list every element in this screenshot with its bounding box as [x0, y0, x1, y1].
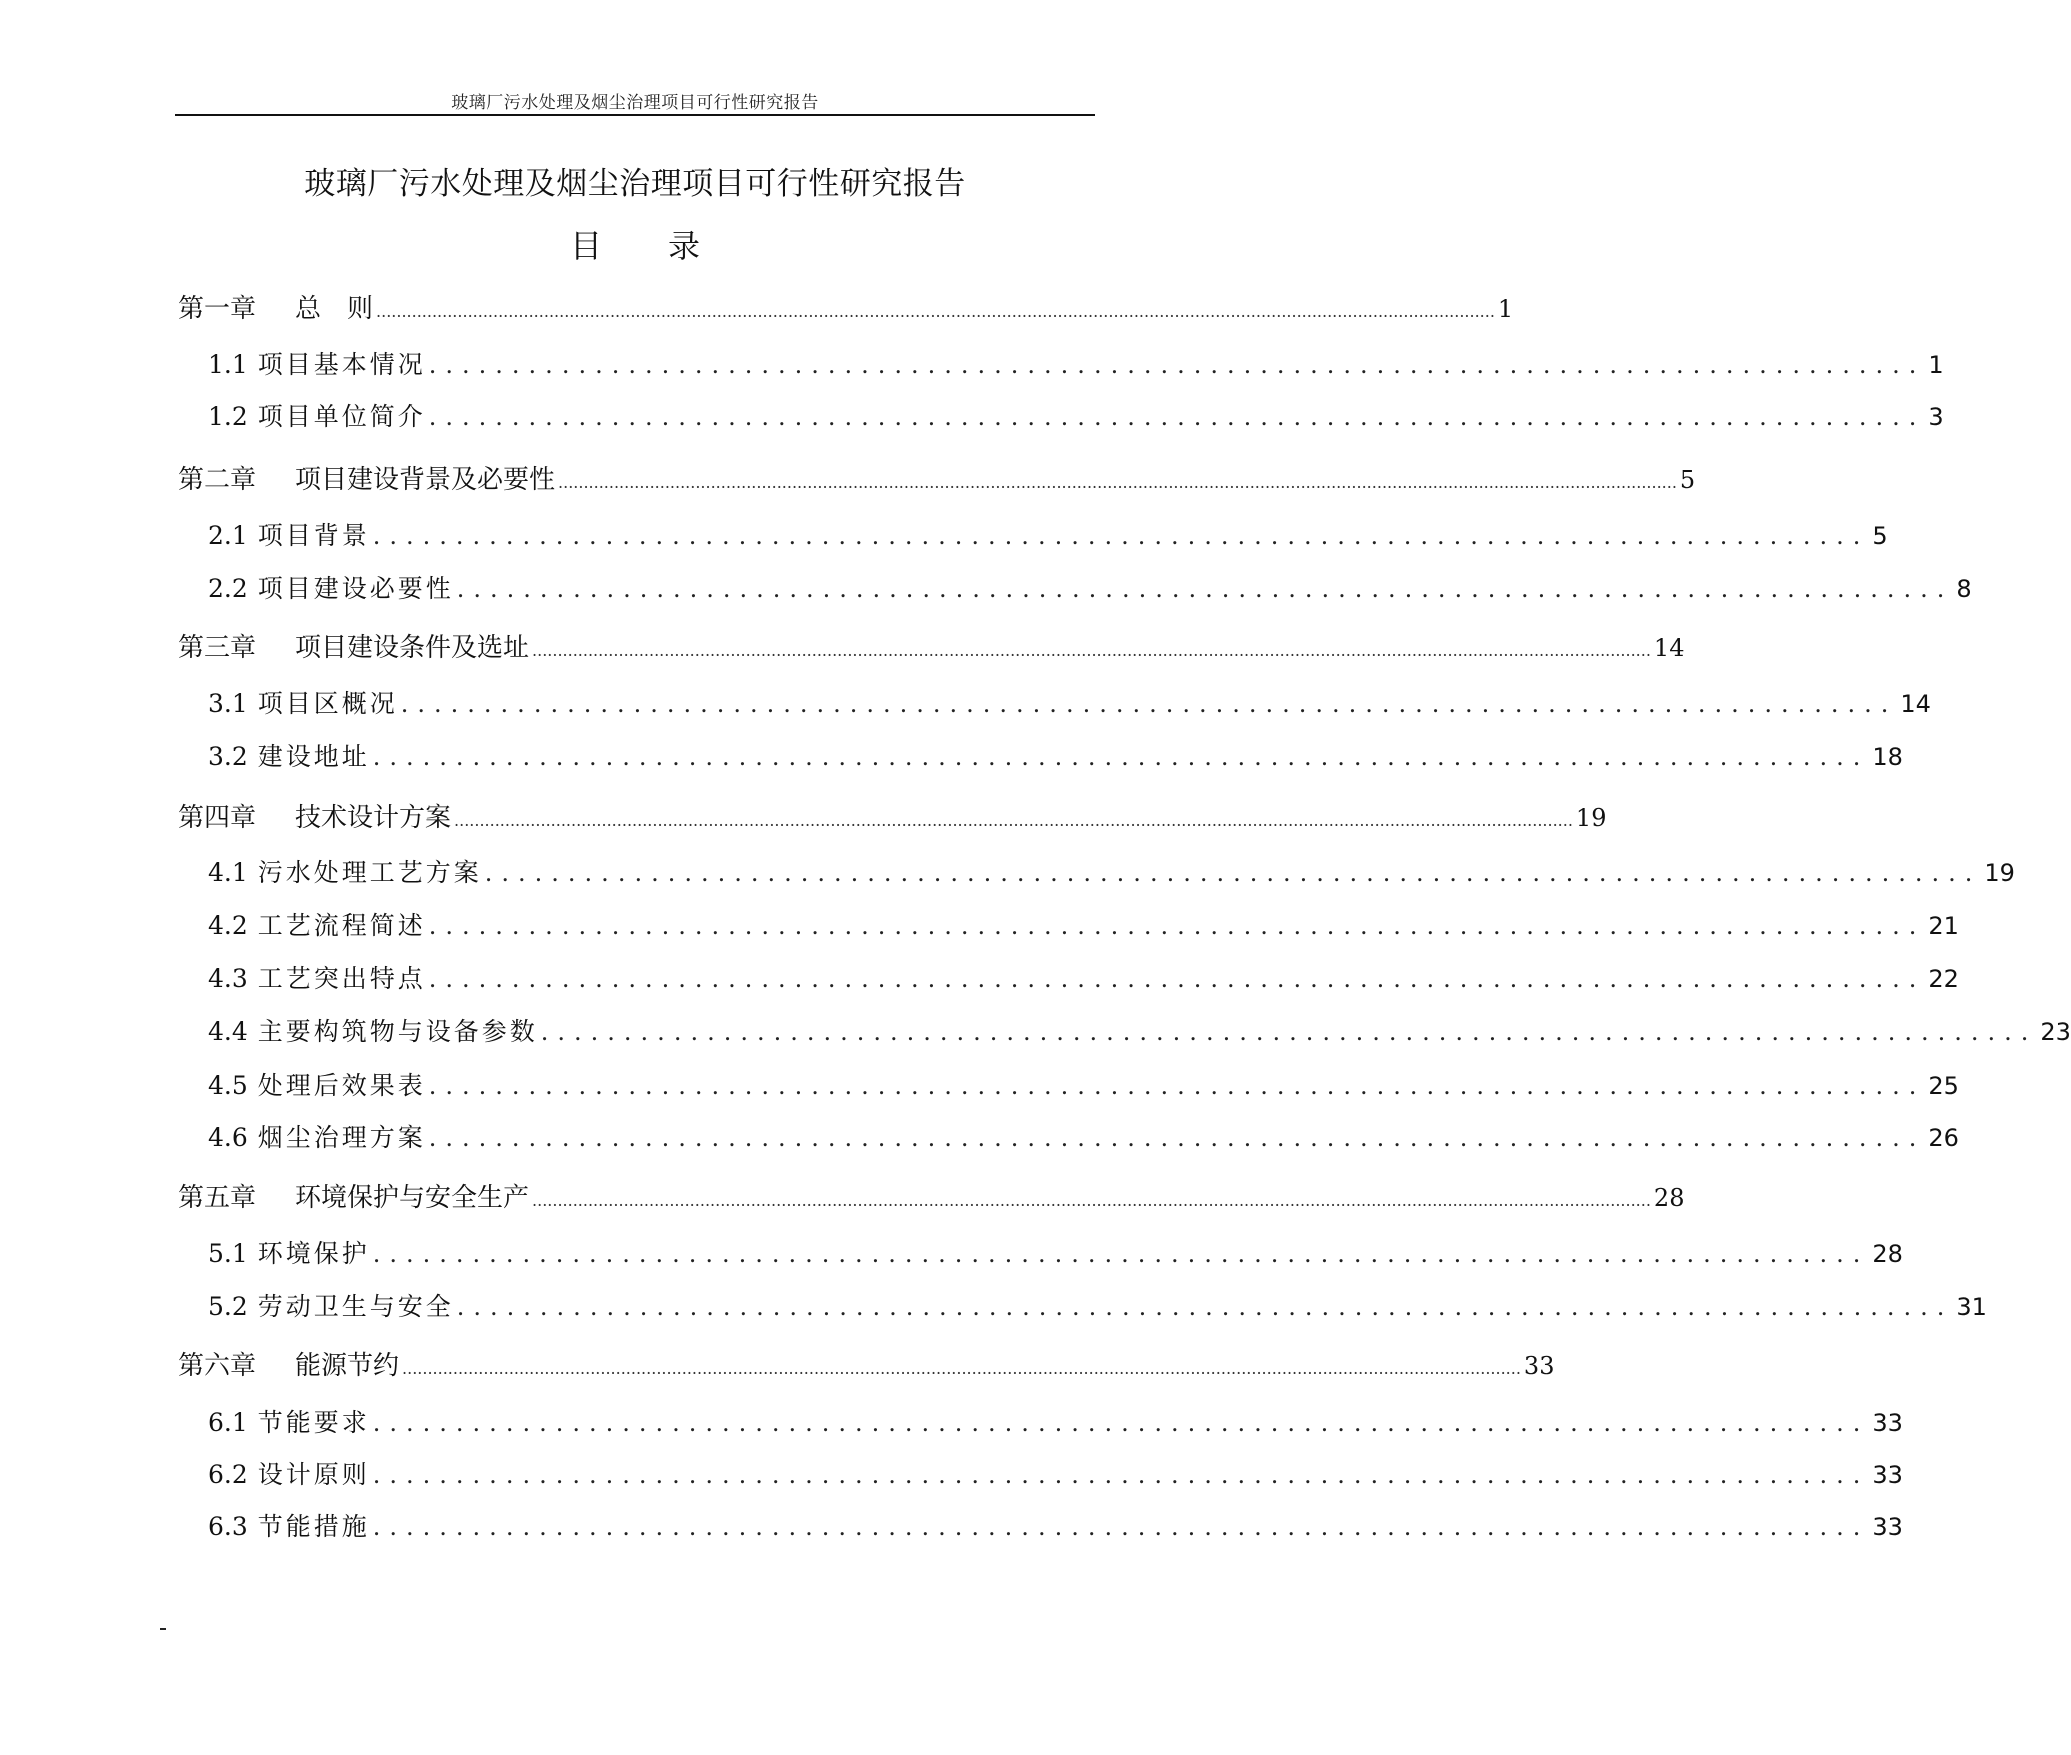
toc-page-number: 1 — [1497, 295, 1514, 323]
toc-section-entry[interactable] — [208, 1012, 2071, 1048]
toc-page-number: 26 — [1928, 1124, 1959, 1152]
toc-section-entry[interactable] — [208, 1118, 1959, 1154]
toc-dot-leader: .......................................................................................... — [428, 351, 1926, 379]
toc-entry-number: 第四章 — [178, 803, 257, 833]
toc-section-entry[interactable] — [208, 569, 1972, 605]
toc-section-entry[interactable] — [208, 1287, 1987, 1323]
toc-dot-leader: .......................................................................................... — [540, 1018, 2038, 1046]
toc-entry-title: 节能要求 — [257, 1408, 370, 1437]
toc-entry-number: 4.3 — [208, 964, 248, 993]
toc-entry-number: 1.1 — [208, 350, 248, 379]
toc-section-entry[interactable] — [208, 853, 2015, 889]
toc-dot-leader: .......................................................................................... — [428, 403, 1926, 431]
toc-entry-number: 6.3 — [208, 1512, 248, 1541]
toc-entry-title: 污水处理工艺方案 — [257, 858, 482, 887]
toc-entry-title: 建设地址 — [257, 742, 370, 771]
footer-mark — [160, 1628, 166, 1630]
toc-entry-title: 烟尘治理方案 — [257, 1123, 426, 1152]
toc-page-number: 28 — [1872, 1240, 1903, 1268]
toc-page-number: 28 — [1653, 1184, 1685, 1212]
toc-dot-leader: .......................................................................................... — [372, 1513, 1870, 1541]
toc-page-number: 33 — [1872, 1513, 1903, 1541]
toc-section-entry[interactable] — [208, 906, 1959, 942]
toc-dot-leader: .......................................................................................... — [428, 1072, 1926, 1100]
toc-page-number: 33 — [1523, 1352, 1555, 1380]
toc-entry-number: 3.2 — [208, 742, 248, 771]
toc-entry-title: 劳动卫生与安全 — [257, 1292, 454, 1321]
toc-section-entry[interactable] — [208, 1507, 1903, 1543]
toc-section-entry[interactable] — [208, 959, 1959, 995]
toc-entry-title: 项目建设必要性 — [257, 574, 454, 603]
toc-section-entry[interactable] — [208, 1066, 1959, 1102]
toc-entry-title: 设计原则 — [257, 1460, 370, 1489]
toc-page-number: 14 — [1900, 690, 1931, 718]
toc-entry-title: 项目区概况 — [257, 689, 398, 718]
toc-entry-title: 总 则 — [295, 294, 374, 324]
toc-page-number: 25 — [1928, 1072, 1959, 1100]
toc-dot-leader: .......................................................................................... — [372, 1409, 1870, 1437]
toc-page-number: 22 — [1928, 965, 1959, 993]
toc-entry-number: 1.2 — [208, 402, 248, 431]
toc-section-entry[interactable] — [208, 1455, 1903, 1491]
toc-dot-leader: .......................................................................................... — [372, 743, 1870, 771]
toc-dot-leader: .......................................................................................... — [400, 690, 1898, 718]
toc-entry-title: 处理后效果表 — [257, 1071, 426, 1100]
toc-dot-leader: ............................................................................................................................................................................................................................ — [454, 811, 1573, 830]
toc-entry-number: 2.2 — [208, 574, 248, 603]
toc-entry-number: 4.5 — [208, 1071, 248, 1100]
toc-page-number: 23 — [2040, 1018, 2071, 1046]
toc-entry-title: 项目基本情况 — [257, 350, 426, 379]
toc-entry-number: 6.2 — [208, 1460, 248, 1489]
toc-entry-number: 5.1 — [208, 1239, 248, 1268]
toc-entry-number: 第三章 — [178, 633, 257, 663]
toc-section-entry[interactable] — [208, 684, 1931, 720]
toc-chapter-entry[interactable] — [178, 627, 1685, 664]
toc-dot-leader: .......................................................................................... — [484, 859, 1982, 887]
toc-dot-leader: .......................................................................................... — [372, 522, 1870, 550]
toc-dot-leader: .......................................................................................... — [428, 912, 1926, 940]
toc-section-entry[interactable] — [208, 1234, 1903, 1270]
toc-page-number: 33 — [1872, 1461, 1903, 1489]
toc-entry-title: 项目背景 — [257, 521, 370, 550]
toc-chapter-entry[interactable] — [178, 1345, 1555, 1382]
toc-entry-number: 第一章 — [178, 294, 257, 324]
toc-section-entry[interactable] — [208, 737, 1903, 773]
toc-dot-leader: .......................................................................................... — [456, 1293, 1954, 1321]
toc-dot-leader: ............................................................................................................................................................................................................................ — [532, 641, 1651, 660]
toc-entry-title: 工艺突出特点 — [257, 964, 426, 993]
toc-page-number: 19 — [1984, 859, 2015, 887]
toc-section-entry[interactable] — [208, 397, 1944, 433]
toc-entry-number: 2.1 — [208, 521, 248, 550]
toc-entry-title: 节能措施 — [257, 1512, 370, 1541]
toc-entry-title: 环境保护 — [257, 1239, 370, 1268]
toc-dot-leader: ............................................................................................................................................................................................................................ — [376, 302, 1495, 321]
toc-heading-right: 录 — [668, 227, 701, 265]
toc-entry-title: 项目单位简介 — [257, 402, 426, 431]
toc-dot-leader: .......................................................................................... — [428, 1124, 1926, 1152]
toc-entry-title: 工艺流程简述 — [257, 911, 426, 940]
toc-dot-leader: .......................................................................................... — [428, 965, 1926, 993]
toc-chapter-entry[interactable] — [178, 797, 1607, 834]
toc-entry-number: 5.2 — [208, 1292, 248, 1321]
toc-entry-number: 4.1 — [208, 858, 248, 887]
toc-entry-number: 4.4 — [208, 1017, 248, 1046]
toc-chapter-entry[interactable] — [178, 288, 1514, 325]
toc-chapter-entry[interactable] — [178, 459, 1696, 496]
toc-entry-number: 4.6 — [208, 1123, 248, 1152]
running-header: 玻璃厂污水处理及烟尘治理项目可行性研究报告 — [451, 93, 819, 113]
toc-section-entry[interactable] — [208, 345, 1944, 381]
toc-page-number: 21 — [1928, 912, 1959, 940]
toc-dot-leader: .......................................................................................... — [372, 1461, 1870, 1489]
toc-page-number: 19 — [1575, 804, 1607, 832]
toc-section-entry[interactable] — [208, 1403, 1903, 1439]
toc-dot-leader: ............................................................................................................................................................................................................................ — [532, 1191, 1651, 1210]
toc-page-number: 18 — [1872, 743, 1903, 771]
toc-dot-leader: .......................................................................................... — [372, 1240, 1870, 1268]
document-title: 玻璃厂污水处理及烟尘治理项目可行性研究报告 — [304, 166, 966, 202]
toc-dot-leader: ............................................................................................................................................................................................................................ — [558, 473, 1677, 492]
toc-entry-title: 主要构筑物与设备参数 — [257, 1017, 538, 1046]
toc-chapter-entry[interactable] — [178, 1177, 1685, 1214]
toc-page-number: 8 — [1956, 575, 1972, 603]
toc-page-number: 14 — [1653, 634, 1685, 662]
toc-page-number: 3 — [1928, 403, 1944, 431]
toc-entry-number: 第二章 — [178, 465, 257, 495]
toc-entry-number: 3.1 — [208, 689, 248, 718]
toc-dot-leader: .......................................................................................... — [456, 575, 1954, 603]
toc-page-number: 33 — [1872, 1409, 1903, 1437]
toc-entry-title: 环境保护与安全生产 — [295, 1183, 530, 1213]
toc-dot-leader: ............................................................................................................................................................................................................................ — [402, 1359, 1521, 1378]
toc-page-number: 5 — [1872, 522, 1888, 550]
toc-page-number: 31 — [1956, 1293, 1987, 1321]
toc-entry-title: 技术设计方案 — [295, 803, 452, 833]
toc-heading-left: 目 — [569, 227, 602, 265]
toc-entry-title: 能源节约 — [295, 1351, 400, 1381]
toc-entry-number: 第五章 — [178, 1183, 257, 1213]
toc-entry-number: 第六章 — [178, 1351, 257, 1381]
toc-page-number: 1 — [1928, 351, 1944, 379]
toc-entry-number: 4.2 — [208, 911, 248, 940]
toc-entry-number: 6.1 — [208, 1408, 248, 1437]
toc-entry-title: 项目建设背景及必要性 — [295, 465, 556, 495]
toc-section-entry[interactable] — [208, 516, 1888, 552]
toc-entry-title: 项目建设条件及选址 — [295, 633, 530, 663]
toc-page-number: 5 — [1679, 466, 1696, 494]
